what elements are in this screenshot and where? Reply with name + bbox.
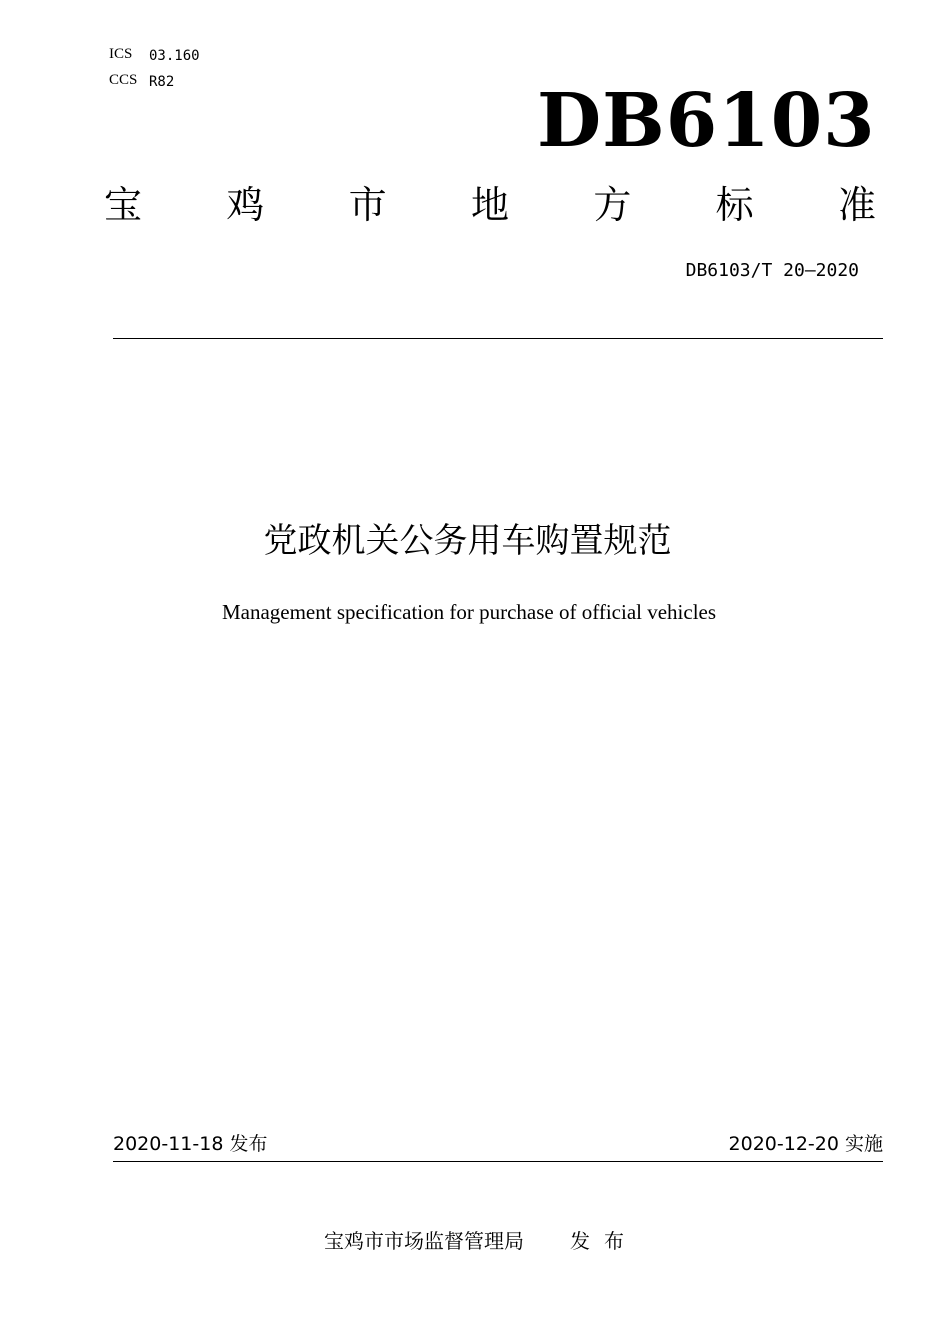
issue-date: 2020-11-18 发布 [113,1133,268,1155]
top-divider [113,338,883,339]
standard-type-char: 宝 [104,183,143,227]
bottom-divider [113,1161,883,1162]
standard-number: DB6103/T 20—2020 [685,260,859,281]
ccs-label: CCS [109,72,138,88]
publisher-action: 发布 [570,1229,638,1253]
standard-type-heading [104,182,876,228]
publisher-organization: 宝鸡市市场监督管理局 [324,1229,524,1253]
effective-date: 2020-12-20 实施 [728,1133,883,1155]
standard-type-char: 地 [470,183,509,227]
ics-code: 03.160 [149,48,200,64]
ics-label: ICS [109,46,133,62]
ccs-code: R82 [149,74,175,90]
standard-type-char: 鸡 [226,183,265,227]
standard-type-char: 标 [715,183,754,227]
standard-logo: DB6103 [537,78,876,164]
document-title-english: Management specification for purchase of official vehicles [221,600,717,624]
standard-type-char: 方 [593,183,632,227]
standard-type-char: 市 [348,183,387,227]
document-title-chinese: 党政机关公务用车购置规范 [263,521,672,561]
publisher-line [324,1227,638,1255]
standard-type-char: 准 [837,183,876,227]
